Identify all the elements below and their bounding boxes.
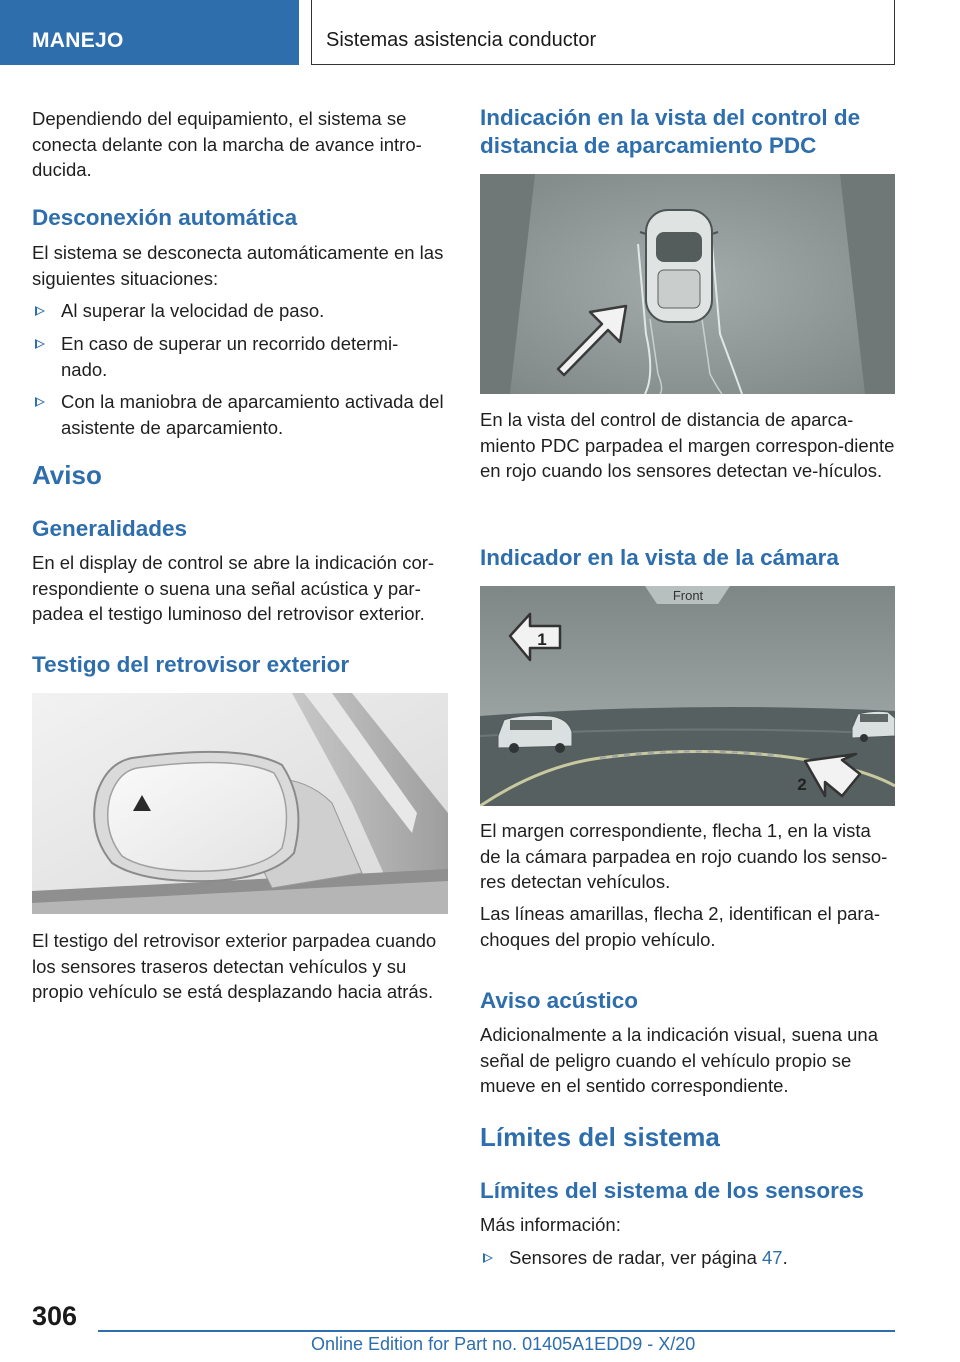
mirror-caption: El testigo del retrovisor exterior parpadea cuando los sensores traseros detectan vehículos y su propio vehículo se está desplazando hacia atrás. bbox=[32, 930, 437, 1002]
camera-svg bbox=[480, 586, 895, 806]
mirror-heading: Testigo del retrovisor exterior bbox=[32, 652, 350, 677]
acoustic-text: Adicionalmente a la indicación visual, suena una señal de peligro cuando el vehículo propio se mueve en el sentido correspondiente. bbox=[480, 1024, 879, 1096]
sensor-limits-heading: Límites del sistema de los sensores bbox=[480, 1178, 864, 1203]
footer-edition: Online Edition for Part no. 01405A1EDD9 - X/20 bbox=[311, 1334, 696, 1354]
footer-divider bbox=[98, 1330, 895, 1332]
camera-caption-1: El margen correspondiente, flecha 1, en la vista de la cámara parpadea en rojo cuando los senso-res detectan vehículos. bbox=[480, 820, 888, 892]
auto-off-text: El sistema se desconecta automáticamente en las siguientes situaciones: bbox=[32, 242, 444, 289]
pdc-heading: Indicación en la vista del control de distancia de aparcamiento PDC bbox=[480, 105, 861, 158]
warning-heading: Aviso bbox=[32, 460, 102, 490]
acoustic-heading: Aviso acústico bbox=[480, 988, 638, 1013]
pdc-svg bbox=[480, 174, 895, 394]
intro-paragraph: Dependiendo del equipamiento, el sistema se conecta delante con la marcha de avance intro-ducida. bbox=[32, 108, 422, 180]
section-label: MANEJO bbox=[32, 29, 124, 52]
list-item: Sensores de radar, ver página 47. bbox=[480, 1245, 896, 1271]
page-link[interactable]: 47 bbox=[762, 1247, 783, 1268]
chapter-title: Sistemas asistencia conductor bbox=[326, 29, 597, 51]
camera-front-label: Front bbox=[672, 588, 704, 603]
page-number: 306 bbox=[32, 1301, 78, 1331]
limits-heading: Límites del sistema bbox=[480, 1122, 720, 1152]
camera-illustration bbox=[480, 586, 895, 806]
general-heading: Generalidades bbox=[32, 516, 188, 541]
bullet-triangle-icon bbox=[483, 1253, 493, 1263]
parked-car-left bbox=[498, 716, 572, 754]
general-text: En el display de control se abre la indicación cor-respondiente o suena una señal acústica y par-padea el testigo luminoso del retrovisor exterior. bbox=[32, 552, 435, 624]
bullet-triangle-icon bbox=[35, 306, 45, 316]
pdc-illustration bbox=[480, 174, 895, 394]
list-item: Con la maniobra de aparcamiento activada del asistente de aparcamiento. bbox=[32, 389, 444, 440]
camera-caption-2: Las líneas amarillas, flecha 2, identifican el para-choques del propio vehículo. bbox=[480, 903, 881, 950]
list-item: Al superar la velocidad de paso. bbox=[32, 298, 444, 324]
camera-heading: Indicador en la vista de la cámara bbox=[480, 545, 839, 570]
bullet-triangle-icon bbox=[35, 339, 45, 349]
bullet-triangle-icon bbox=[35, 397, 45, 407]
mirror-illustration bbox=[32, 693, 448, 914]
mirror-svg bbox=[32, 693, 448, 914]
chapter-header bbox=[311, 0, 895, 65]
section-tab bbox=[0, 0, 299, 65]
auto-off-heading: Desconexión automática bbox=[32, 205, 298, 230]
list-item: En caso de superar un recorrido determi-nado. bbox=[32, 331, 444, 382]
pdc-caption: En la vista del control de distancia de aparca-miento PDC parpadea el margen correspon-diente en rojo cuando los sensores detectan ve-hículos. bbox=[480, 409, 895, 481]
svg-text:1: 1 bbox=[537, 630, 547, 649]
svg-text:2: 2 bbox=[797, 775, 807, 794]
more-info-text: Más información: bbox=[480, 1214, 621, 1235]
